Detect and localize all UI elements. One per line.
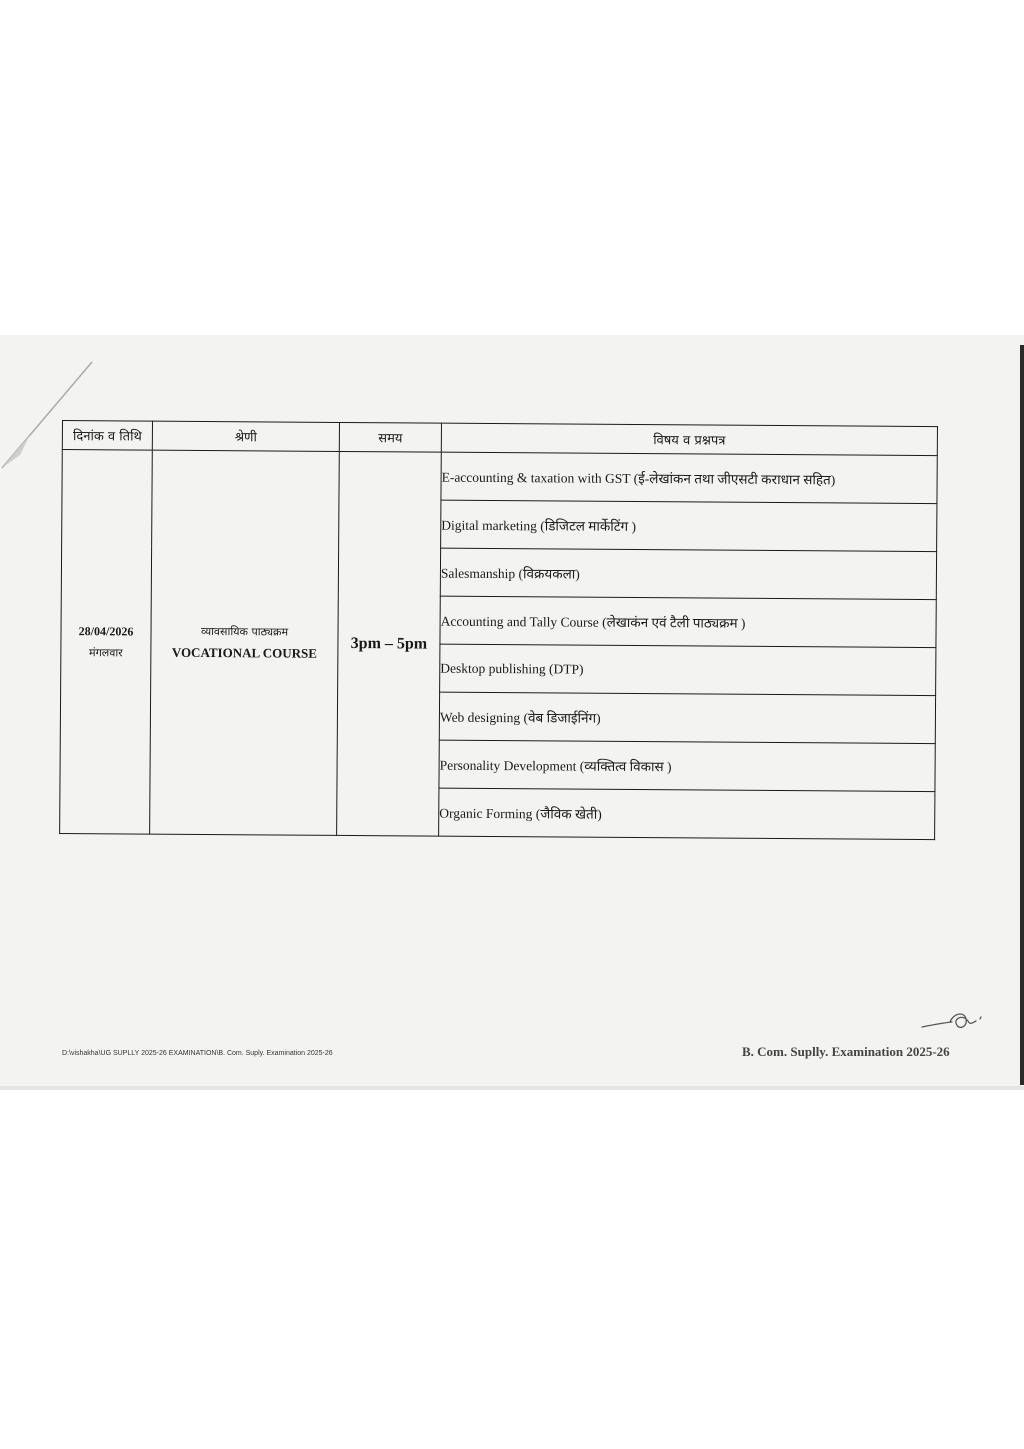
category-cell [150, 450, 340, 835]
category-hindi: व्यावसायिक पाठ्यक्रम [200, 624, 289, 639]
paper-edge [0, 1086, 1024, 1090]
subject-cell: Web designing (वेब डिजाईनिंग) [439, 692, 935, 743]
exam-day: मंगलवार [88, 645, 123, 659]
header-date: दिनांक व तिथि [62, 421, 152, 451]
subject-cell: Desktop publishing (DTP) [440, 644, 936, 695]
date-cell [60, 450, 153, 835]
subject-cell: Organic Forming (जैविक खेती) [439, 788, 935, 839]
exam-schedule-table [59, 420, 938, 840]
subject-cell: E-accounting & taxation with GST (ई-लेखांकन तथा जीएसटी कराधान सहित) [441, 452, 937, 503]
exam-date: 28/04/2026 [78, 623, 134, 639]
file-path-footer: D:\vishakha\UG SUPLLY 2025-26 EXAMINATION\B. Com. Suply. Examination 2025-26 [62, 1050, 333, 1057]
signature [920, 1005, 990, 1035]
header-subject: विषय व प्रश्नपत्र [441, 423, 937, 455]
header-time: समय [339, 422, 441, 452]
header-category: श्रेणी [152, 421, 339, 451]
exam-time: 3pm – 5pm [350, 634, 428, 653]
page-edge-shadow [1020, 345, 1024, 1085]
subject-cell: Salesmanship (विक्रयकला) [440, 548, 936, 599]
table-row [62, 450, 937, 504]
exam-title-footer: B. Com. Suplly. Examination 2025-26 [742, 1044, 950, 1059]
subject-cell: Personality Development (व्यक्तित्व विकास ) [439, 740, 935, 791]
subject-cell: Accounting and Tally Course (लेखाकंन एवं टैली पाठ्यक्रम ) [440, 596, 936, 647]
subject-cell: Digital marketing (डिजिटल मार्केटिंग ) [441, 500, 937, 551]
time-cell [337, 451, 442, 836]
category-english: VOCATIONAL COURSE [171, 644, 317, 661]
